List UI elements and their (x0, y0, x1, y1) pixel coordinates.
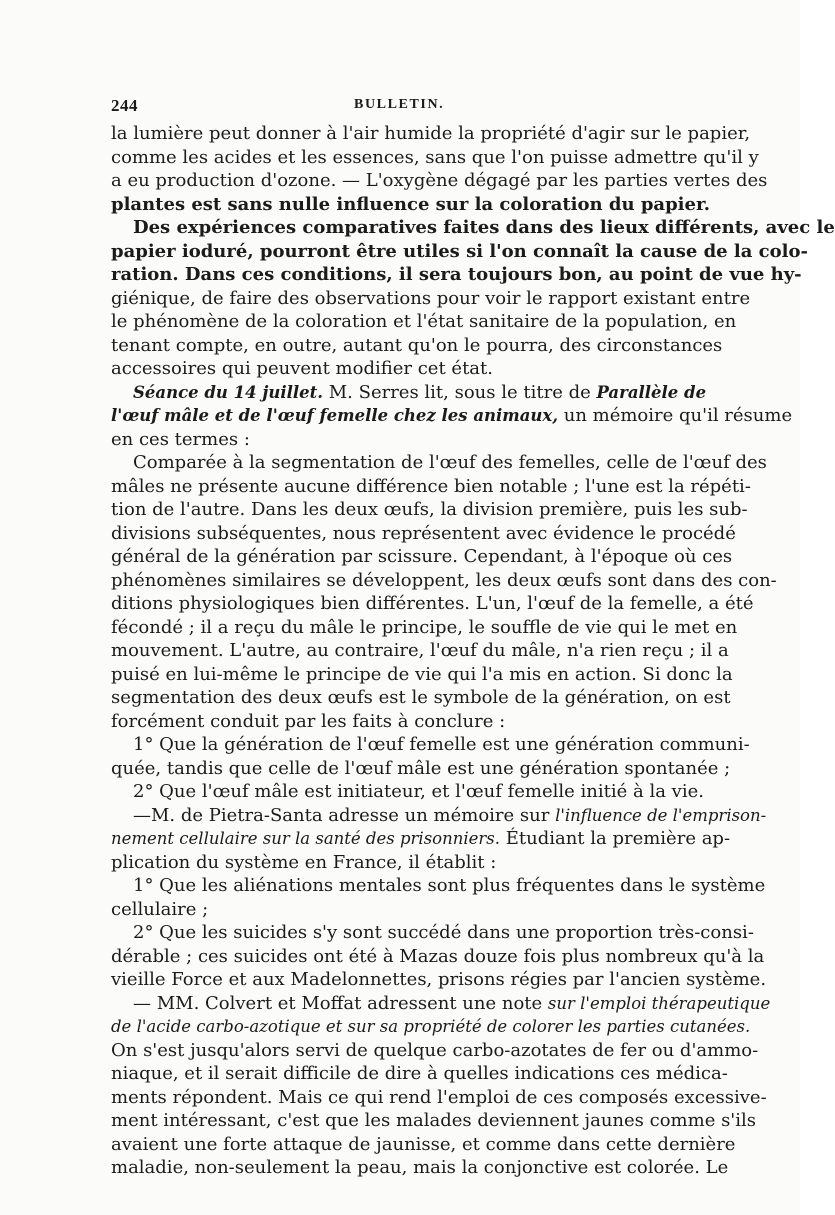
text-run: quée, tandis que celle de l'œuf mâle est une génération spontanée ; (111, 757, 731, 779)
text-line (111, 428, 685, 452)
text-line (111, 334, 723, 358)
text-run: a eu production d'ozone. — L'oxygène dégagé par les parties vertes des (111, 170, 768, 191)
text-line (111, 1133, 736, 1157)
text-run: forcément conduit par les faits à conclure : (111, 710, 506, 732)
text-run: un mémoire qu'il résume (558, 405, 793, 426)
text-run: 1° Que les aliénations mentales sont plus fréquentes dans le système (133, 875, 766, 896)
memoir-title-cont: nement cellulaire sur la santé des prisonniers. (111, 829, 500, 848)
text-line (111, 475, 751, 499)
text-line (111, 1156, 729, 1180)
text-line (111, 404, 793, 428)
text-line (111, 827, 731, 851)
text-run: la lumière peut donner à l'air humide la propriété d'agir sur le papier, (111, 123, 751, 144)
page-number: 244 (111, 96, 138, 115)
text-line (111, 992, 771, 1016)
text-run: fécondé ; il a reçu du mâle le principe, le souffle de vie qui le met en (111, 616, 738, 638)
text-line (111, 193, 711, 217)
text-run: segmentation des deux œufs est le symbole de la génération, on est (111, 687, 731, 708)
session-date: Séance du 14 juillet. (133, 382, 324, 402)
text-run: niaque, et il serait difficile de dire à quelles indications ces médica- (111, 1063, 728, 1084)
text-run: Des expériences comparatives faites dans des lieux différents, avec le (133, 217, 835, 238)
text-line (111, 1039, 759, 1063)
memoir-title: Parallèle de (596, 382, 707, 402)
text-run: plication du système en France, il établit : (111, 851, 497, 873)
text-line (111, 451, 767, 475)
text-run: ditions physiologiques bien différentes. L'un, l'œuf de la femelle, a été (111, 593, 754, 614)
text-line (111, 874, 766, 898)
text-run: puisé en lui-même le principe de vie qui l'a mis en action. Si donc la (111, 663, 733, 685)
text-run: cellulaire ; (111, 898, 209, 920)
text-line (111, 968, 767, 992)
text-line (111, 945, 765, 969)
text-run: tenant compte, en outre, autant qu'on le pourra, des circonstances (111, 334, 723, 356)
text-line (111, 851, 685, 875)
text-line (111, 263, 802, 287)
text-run: 1° Que la génération de l'œuf femelle est une génération communi- (133, 734, 750, 755)
text-line (111, 240, 808, 264)
text-line (111, 381, 707, 405)
text-run: général de la génération par scissure. Cependant, à l'époque où ces (111, 546, 733, 567)
text-run: ments répondent. Mais ce qui rend l'emploi de ces composés excessive- (111, 1086, 767, 1108)
text-run: mâles ne présente aucune différence bien notable ; l'une est la répéti- (111, 475, 751, 497)
text-run: phénomènes similaires se développent, les deux œufs sont dans des con- (111, 569, 777, 591)
text-run: ment intéressant, c'est que les malades deviennent jaunes comme s'ils (111, 1110, 757, 1131)
text-run: divisions subséquentes, nous représentent avec évidence le procédé (111, 522, 736, 544)
text-run: le phénomène de la coloration et l'état sanitaire de la population, en (111, 311, 737, 332)
text-line (111, 639, 729, 663)
text-line (111, 616, 738, 640)
text-run: maladie, non-seulement la peau, mais la conjonctive est colorée. Le (111, 1157, 729, 1178)
note-title-cont: de l'acide carbo-azotique et sur sa propriété de colorer les parties cutanées. (111, 1017, 751, 1036)
text-line (111, 122, 751, 146)
text-run: accessoires qui peuvent modifier cet état. (111, 358, 493, 379)
text-line (111, 663, 733, 687)
text-line (111, 921, 754, 945)
memoir-title: l'influence de l'emprison- (555, 805, 767, 825)
text-run: en ces termes : (111, 428, 250, 450)
running-title: BULLETIN. (354, 97, 445, 112)
text-run: ration. Dans ces conditions, il sera toujours bon, au point de vue hy- (111, 264, 802, 285)
text-run: —M. de Pietra-Santa adresse un mémoire sur (133, 804, 556, 826)
text-line (111, 545, 733, 569)
text-run: Comparée à la segmentation de l'œuf des femelles, celle de l'œuf des (133, 452, 767, 473)
running-head (111, 96, 685, 120)
text-run: papier ioduré, pourront être utiles si l'on connaît la cause de la colo- (111, 240, 808, 262)
text-line (111, 1062, 728, 1086)
text-line (111, 710, 685, 734)
text-line (111, 686, 731, 710)
text-run: comme les acides et les essences, sans que l'on puisse admettre qu'il y (111, 146, 759, 168)
text-run: avaient une forte attaque de jaunisse, et comme dans cette dernière (111, 1133, 736, 1155)
text-line (111, 357, 685, 381)
note-title: sur l'emploi thérapeutique (547, 993, 771, 1013)
text-line (111, 498, 748, 522)
text-run: 2° Que les suicides s'y sont succédé dans une proportion très-consi- (133, 922, 754, 943)
text-line (111, 1086, 767, 1110)
text-line (111, 592, 754, 616)
text-run: Étudiant la première ap- (500, 828, 731, 849)
text-run: plantes est sans nulle influence sur la coloration du papier. (111, 193, 711, 215)
text-run: tion de l'autre. Dans les deux œufs, la division première, puis les sub- (111, 499, 748, 520)
text-line (111, 898, 685, 922)
text-line (111, 1109, 757, 1133)
text-line (111, 216, 835, 240)
text-line (111, 522, 736, 546)
text-line (111, 804, 767, 828)
text-line (111, 287, 751, 311)
text-line (111, 569, 777, 593)
text-line (111, 1015, 751, 1039)
text-line (111, 757, 731, 781)
text-run: M. Serres lit, sous le titre de (323, 381, 597, 403)
text-line (111, 310, 737, 334)
text-run: On s'est jusqu'alors servi de quelque carbo-azotates de fer ou d'ammo- (111, 1039, 759, 1061)
text-line (111, 169, 768, 193)
text-run: mouvement. L'autre, au contraire, l'œuf du mâle, n'a rien reçu ; il a (111, 640, 729, 661)
text-line (111, 146, 759, 170)
text-run: 2° Que l'œuf mâle est initiateur, et l'œuf femelle initié à la vie. (133, 781, 704, 802)
text-run: dérable ; ces suicides ont été à Mazas douze fois plus nombreux qu'à la (111, 945, 765, 967)
text-run: — MM. Colvert et Moffat adressent une note (133, 992, 548, 1014)
memoir-title-cont: l'œuf mâle et de l'œuf femelle chez les animaux, (111, 406, 559, 425)
text-run: giénique, de faire des observations pour voir le rapport existant entre (111, 287, 751, 309)
body-text (111, 122, 835, 1180)
text-line (111, 733, 750, 757)
text-run: vieille Force et aux Madelonnettes, prisons régies par l'ancien système. (111, 969, 767, 990)
text-line (111, 780, 704, 804)
